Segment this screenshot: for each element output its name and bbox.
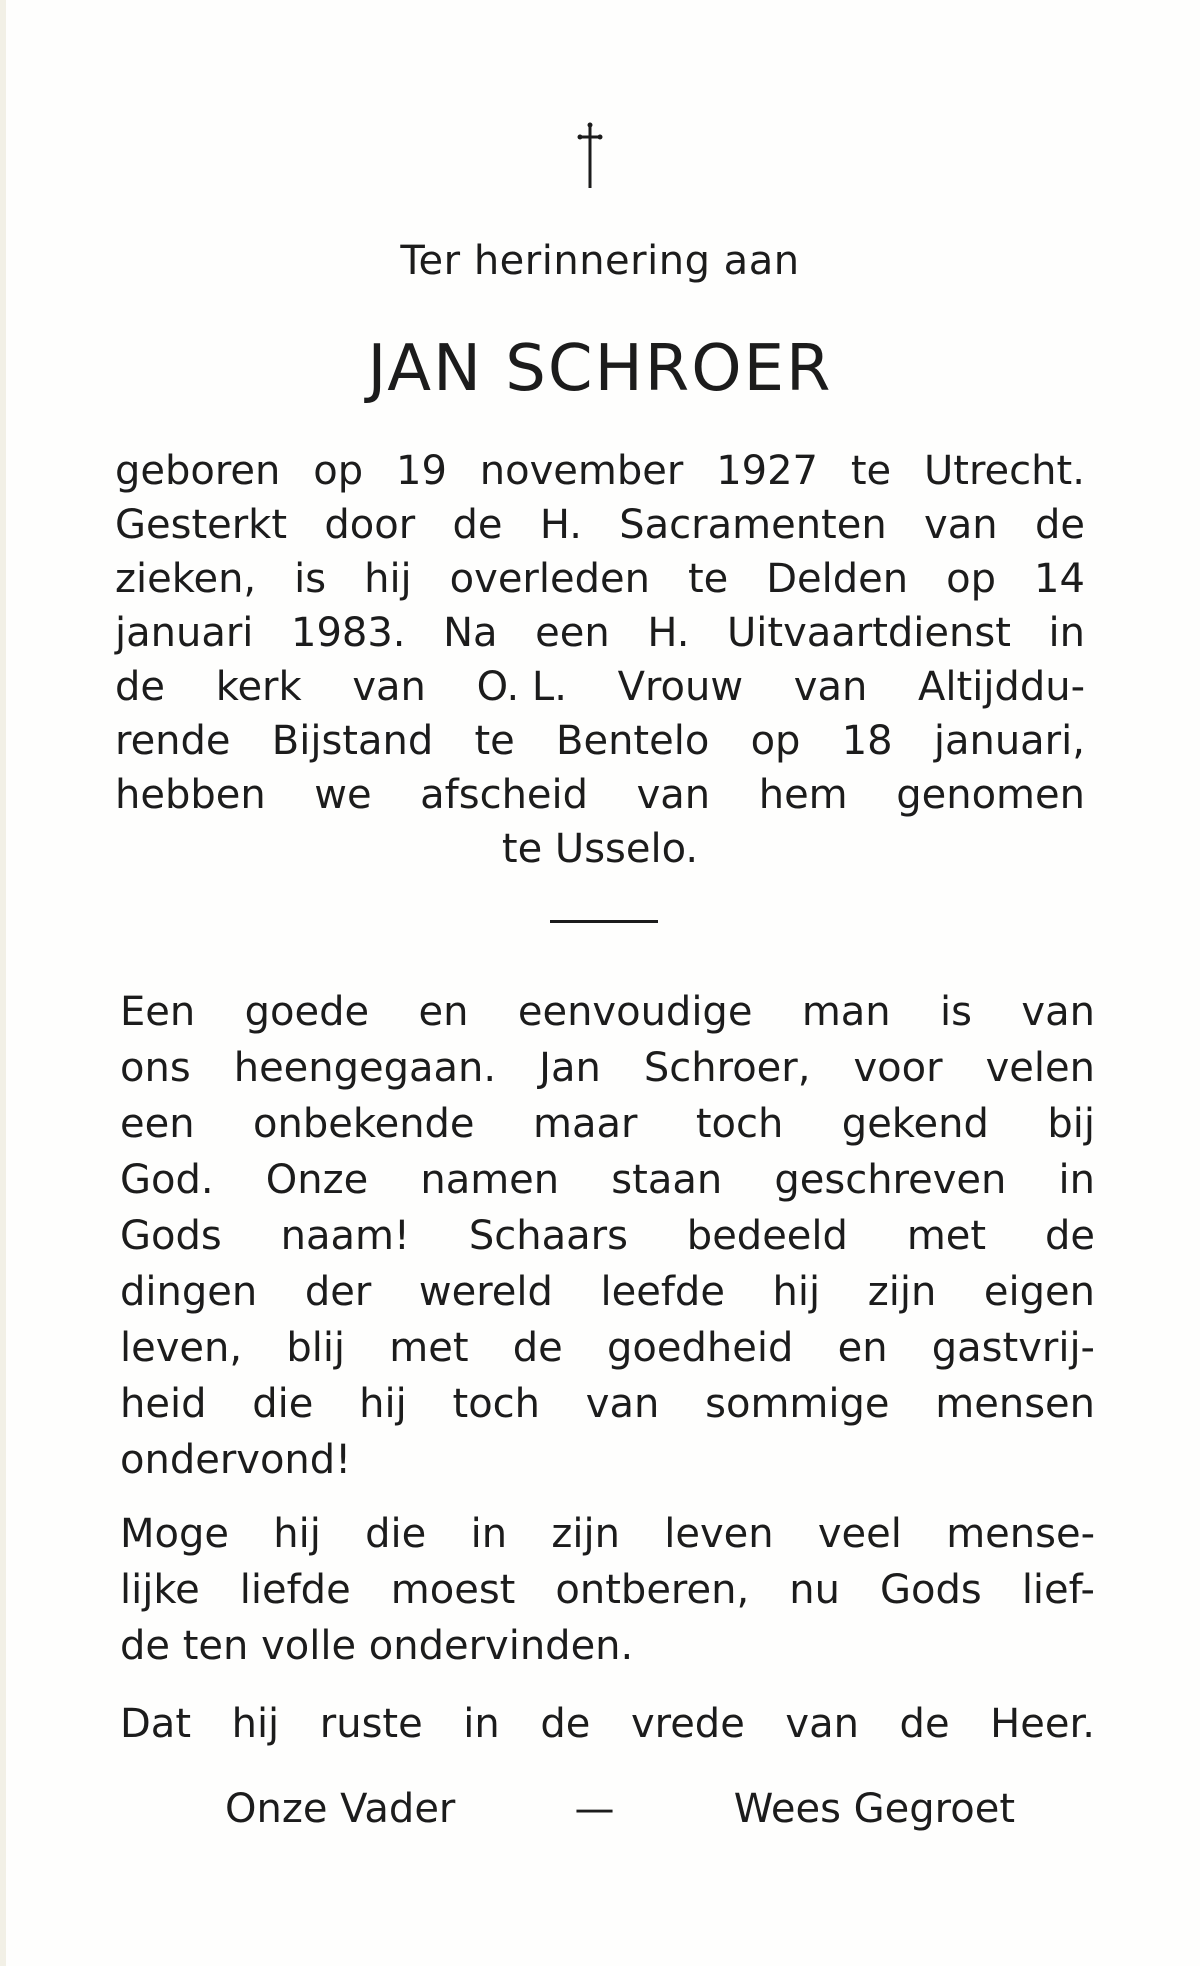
text-line (120, 1264, 1095, 1320)
word: staan (611, 1157, 723, 1203)
text-line (115, 444, 1085, 498)
word: veel (817, 1511, 902, 1557)
word: hij (273, 1511, 321, 1557)
prayer-hail-mary: Wees Gegroet (733, 1786, 1015, 1832)
word: de (1034, 502, 1085, 548)
word: een (120, 1101, 195, 1147)
word: die (252, 1381, 314, 1427)
word: die (365, 1511, 427, 1557)
word: nu (789, 1567, 840, 1613)
word: geboren (115, 448, 281, 494)
word: eenvoudige (517, 989, 753, 1035)
word: hij (359, 1381, 407, 1427)
word: hebben (115, 772, 266, 818)
word: overleden (449, 556, 650, 602)
word: sommige (705, 1381, 890, 1427)
tribute-paragraph (120, 984, 1095, 1488)
word: Onze (265, 1157, 369, 1203)
word: zijn (551, 1511, 620, 1557)
word: ondervond! (120, 1437, 352, 1483)
word: met (906, 1213, 987, 1259)
word: de ten volle ondervinden. (120, 1623, 634, 1669)
word: namen (420, 1157, 560, 1203)
word: een (535, 610, 610, 656)
word: heengegaan. (233, 1045, 497, 1091)
text-line (120, 1096, 1095, 1152)
word: ontberen, (555, 1567, 750, 1613)
text-line (120, 1618, 1095, 1674)
word: van (1021, 989, 1095, 1035)
word: Schaars (468, 1213, 628, 1259)
cross-icon (575, 120, 605, 190)
word: wereld (418, 1269, 553, 1315)
word: Gods (880, 1567, 982, 1613)
word: man (801, 989, 891, 1035)
word: zijn (867, 1269, 937, 1315)
word: Een (120, 989, 196, 1035)
word: heid (120, 1381, 207, 1427)
word: we (314, 772, 372, 818)
word: O. L. (476, 664, 567, 710)
word: Altijddu- (918, 664, 1085, 710)
word: moest (390, 1567, 516, 1613)
word: hij (364, 556, 412, 602)
word: Gesterkt (115, 502, 288, 548)
word: H. (539, 502, 582, 548)
word: van (352, 664, 426, 710)
word: Utrecht. (924, 448, 1085, 494)
word: maar (532, 1101, 638, 1147)
text-line (115, 768, 1085, 822)
word: gastvrij- (931, 1325, 1095, 1371)
word: geschreven (774, 1157, 1007, 1203)
word: Moge (120, 1511, 229, 1557)
word: rende (115, 718, 231, 764)
word: op (313, 448, 364, 494)
word: van (636, 772, 711, 818)
word: hem (758, 772, 848, 818)
word: leven, (120, 1325, 243, 1371)
word: Dat (120, 1701, 191, 1747)
text-line (115, 606, 1085, 660)
word: door (324, 502, 416, 548)
word: Sacramenten (619, 502, 887, 548)
prayer-footer (225, 1786, 1015, 1832)
text-line (120, 1562, 1095, 1618)
word: H. (647, 610, 690, 656)
word: God. (120, 1157, 214, 1203)
word: ons (120, 1045, 191, 1091)
word: Vrouw (617, 664, 744, 710)
text-line (115, 498, 1085, 552)
word: gekend (841, 1101, 989, 1147)
deceased-name: JAN SCHROER (367, 332, 833, 406)
word: liefde (239, 1567, 351, 1613)
text-line (115, 660, 1085, 714)
rest-in-peace-line (120, 1696, 1095, 1752)
word: hij (772, 1269, 821, 1315)
text-line (120, 1208, 1095, 1264)
word: lijke (120, 1567, 200, 1613)
word: Jan (539, 1045, 601, 1091)
word: op (946, 556, 996, 602)
word: Bentelo (556, 718, 710, 764)
word: de (512, 1325, 563, 1371)
word: lief- (1021, 1567, 1095, 1613)
prayer-our-father: Onze Vader (225, 1786, 456, 1832)
section-divider (550, 920, 658, 923)
word: der (304, 1269, 372, 1315)
word: van (785, 1701, 859, 1747)
word: van (585, 1381, 660, 1427)
word: toch (695, 1101, 784, 1147)
word: afscheid (420, 772, 589, 818)
word: is (294, 556, 327, 602)
word: in (470, 1511, 508, 1557)
word: 1983. (291, 610, 406, 656)
word: velen (985, 1045, 1095, 1091)
word: Heer. (990, 1701, 1095, 1747)
word: is (940, 989, 972, 1035)
word: bij (1047, 1101, 1095, 1147)
word: hij (231, 1701, 280, 1747)
word: genomen (896, 772, 1085, 818)
word: de (899, 1701, 950, 1747)
word: januari (115, 610, 254, 656)
text-line (115, 822, 1085, 876)
word: leven (664, 1511, 774, 1557)
word: 18 (841, 718, 893, 764)
word: kerk (215, 664, 302, 710)
word: Gods (120, 1213, 222, 1259)
word: met (389, 1325, 469, 1371)
word: toch (452, 1381, 541, 1427)
word: Uitvaartdienst (727, 610, 1011, 656)
word: leefde (600, 1269, 725, 1315)
word: mensen (935, 1381, 1095, 1427)
word: van (924, 502, 998, 548)
word: te Usselo. (501, 826, 699, 872)
word: en (418, 989, 469, 1035)
text-line (120, 1040, 1095, 1096)
text-line (115, 714, 1085, 768)
word: en (837, 1325, 888, 1371)
word: januari, (933, 718, 1085, 764)
word: mense- (946, 1511, 1095, 1557)
intro-text: Ter herinnering aan (400, 238, 800, 284)
word: Na (443, 610, 498, 656)
word: zieken, (115, 556, 257, 602)
word: naam! (280, 1213, 410, 1259)
text-line (120, 1432, 1095, 1488)
card-edge (0, 0, 6, 1966)
word: Delden (766, 556, 909, 602)
text-line (120, 1376, 1095, 1432)
word: vrede (630, 1701, 745, 1747)
word: 14 (1034, 556, 1085, 602)
word: bedeeld (686, 1213, 848, 1259)
word: te (687, 556, 729, 602)
word: ruste (319, 1701, 423, 1747)
text-line (120, 1696, 1095, 1752)
biography-block (115, 444, 1085, 876)
word: blij (286, 1325, 346, 1371)
word: de (115, 664, 165, 710)
word: dingen (120, 1269, 258, 1315)
word: voor (853, 1045, 943, 1091)
word: goedheid (607, 1325, 794, 1371)
word: goede (244, 989, 370, 1035)
text-line (120, 984, 1095, 1040)
word: de (1044, 1213, 1095, 1259)
word: onbekende (253, 1101, 475, 1147)
word: 19 (396, 448, 447, 494)
word: Schroer, (643, 1045, 811, 1091)
word: november (479, 448, 684, 494)
word: Bijstand (271, 718, 434, 764)
word: in (1048, 610, 1085, 656)
word: te (474, 718, 515, 764)
prayer-paragraph (120, 1506, 1095, 1674)
word: 1927 (716, 448, 818, 494)
word: in (1058, 1157, 1095, 1203)
word: de (540, 1701, 591, 1747)
text-line (120, 1152, 1095, 1208)
prayer-separator: — (574, 1786, 615, 1832)
word: de (452, 502, 503, 548)
word: op (750, 718, 801, 764)
text-line (120, 1506, 1095, 1562)
text-line (115, 552, 1085, 606)
text-line (120, 1320, 1095, 1376)
word: te (850, 448, 892, 494)
word: eigen (983, 1269, 1095, 1315)
word: van (793, 664, 868, 710)
word: in (463, 1701, 500, 1747)
